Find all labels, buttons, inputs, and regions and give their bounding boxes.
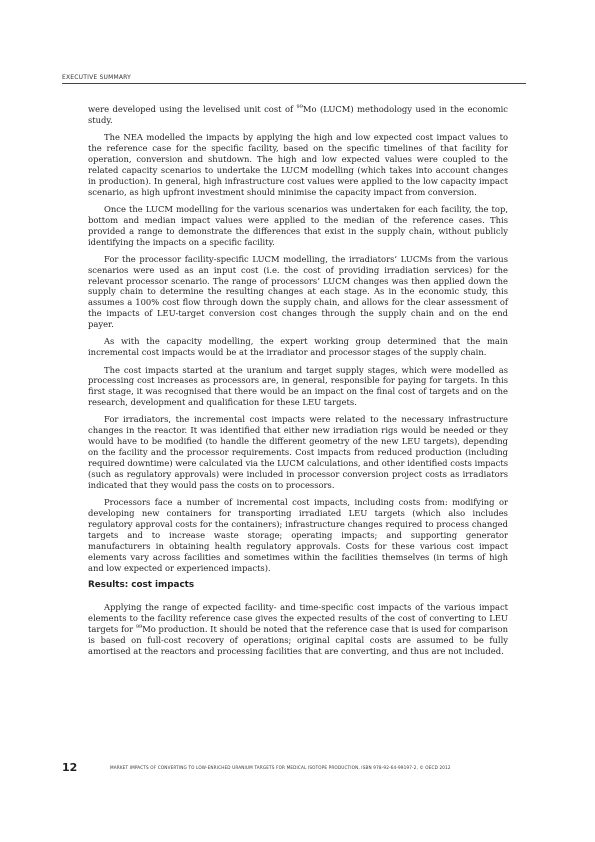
paragraph	[88, 602, 508, 657]
text-run: were developed using the levelised unit cost of	[88, 104, 297, 114]
paragraph: As with the capacity modelling, the expert working group determined that the main incremental cost impacts would be at the irradiator and processor stages of the supply chain.	[88, 336, 508, 358]
text-run: Mo production. It should be noted that the reference case that is used for comparison is based on full-cost recovery of operations; original capital costs are assumed to be fully amortised at the reactors and processing facilities that are converting, and thus are not included.	[88, 624, 508, 656]
paragraph: Processors face a number of incremental cost impacts, including costs from: modifying or developing new containers for transporting irradiated LEU targets (which also includes regulatory approval costs for the containers); infrastructure changes required to process changed targets and to increase waste storage; operating impacts; and supporting generator manufacturers in obtaining health regulatory approvals. Costs for these various cost impact elements vary across facilities and sometimes within the facilities themselves (in terms of high and low expected or experienced impacts).	[88, 497, 508, 573]
page-body	[88, 104, 508, 663]
header-rule	[62, 83, 526, 84]
footer-publication-info: MARKET IMPACTS OF CONVERTING TO LOW-ENRICHED URANIUM TARGETS FOR MEDICAL ISOTOPE PRODUCTION, ISBN 978-92-64-99197-2, © OECD 2012	[110, 765, 451, 770]
superscript: 99	[296, 103, 303, 110]
paragraph: For the processor facility-specific LUCM modelling, the irradiators’ LUCMs from the various scenarios were used as an input cost (i.e. the cost of providing irradiation services) for the relevant processor scenario. The range of processors’ LUCM changes was then applied down the supply chain to determine the resulting changes at each stage. As in the economic study, this assumes a 100% cost flow through down the supply chain, and allows for the clear assessment of the impacts of LEU-target conversion cost changes through the supply chain and on the end payer.	[88, 253, 508, 330]
paragraph: The cost impacts started at the uranium and target supply stages, which were modelled as processing cost increases as processors are, in general, responsible for paying for targets. In this first stage, it was recognised that there would be an impact on the final cost of targets and on the research, development and qualification for these LEU targets.	[88, 364, 508, 408]
section-heading: Results: cost impacts	[88, 580, 195, 591]
page-number: 12	[62, 761, 78, 774]
running-header: EXECUTIVE SUMMARY	[62, 74, 132, 81]
text-run: Applying the range of expected facility- and time-specific cost impacts of the various impact elements to the facility reference case gives the expected results of the cost of converting to LEU targets for	[88, 602, 508, 635]
text-run: Mo (LUCM) methodology used in the economic study.	[88, 104, 508, 125]
paragraph: The NEA modelled the impacts by applying the high and low expected cost impact values to the reference case for the specific facility, based on the specific timelines of that facility for operation, conversion and shutdown. The high and low expected values were coupled to the related capacity scenarios to undertake the LUCM modelling (which takes into account changes in production). In general, high infrastructure cost values were applied to the low capacity impact scenario, as high upfront investment should minimise the capacity impact from conversion.	[88, 132, 508, 197]
paragraph	[88, 104, 508, 126]
superscript: 99	[135, 623, 143, 630]
paragraph: For irradiators, the incremental cost impacts were related to the necessary infrastructure changes in the reactor. It was identified that either new irradiation rigs would be needed or they would have to be modified (to handle the different geometry of the new LEU targets), depending on the facility and the processor requirements. Cost impacts from reduced production (including required downtime) were calculated via the LUCM calculations, and other identified costs impacts (such as regulatory approvals) were included in processor conversion project costs as irradiators indicated that they would pass the costs on to processors.	[88, 414, 508, 490]
paragraph: Once the LUCM modelling for the various scenarios was undertaken for each facility, the top, bottom and median impact values were applied to the median of the reference cases. This provided a range to demonstrate the differences that exist in the supply chain, without publicly identifying the impacts on a specific facility.	[88, 203, 508, 247]
